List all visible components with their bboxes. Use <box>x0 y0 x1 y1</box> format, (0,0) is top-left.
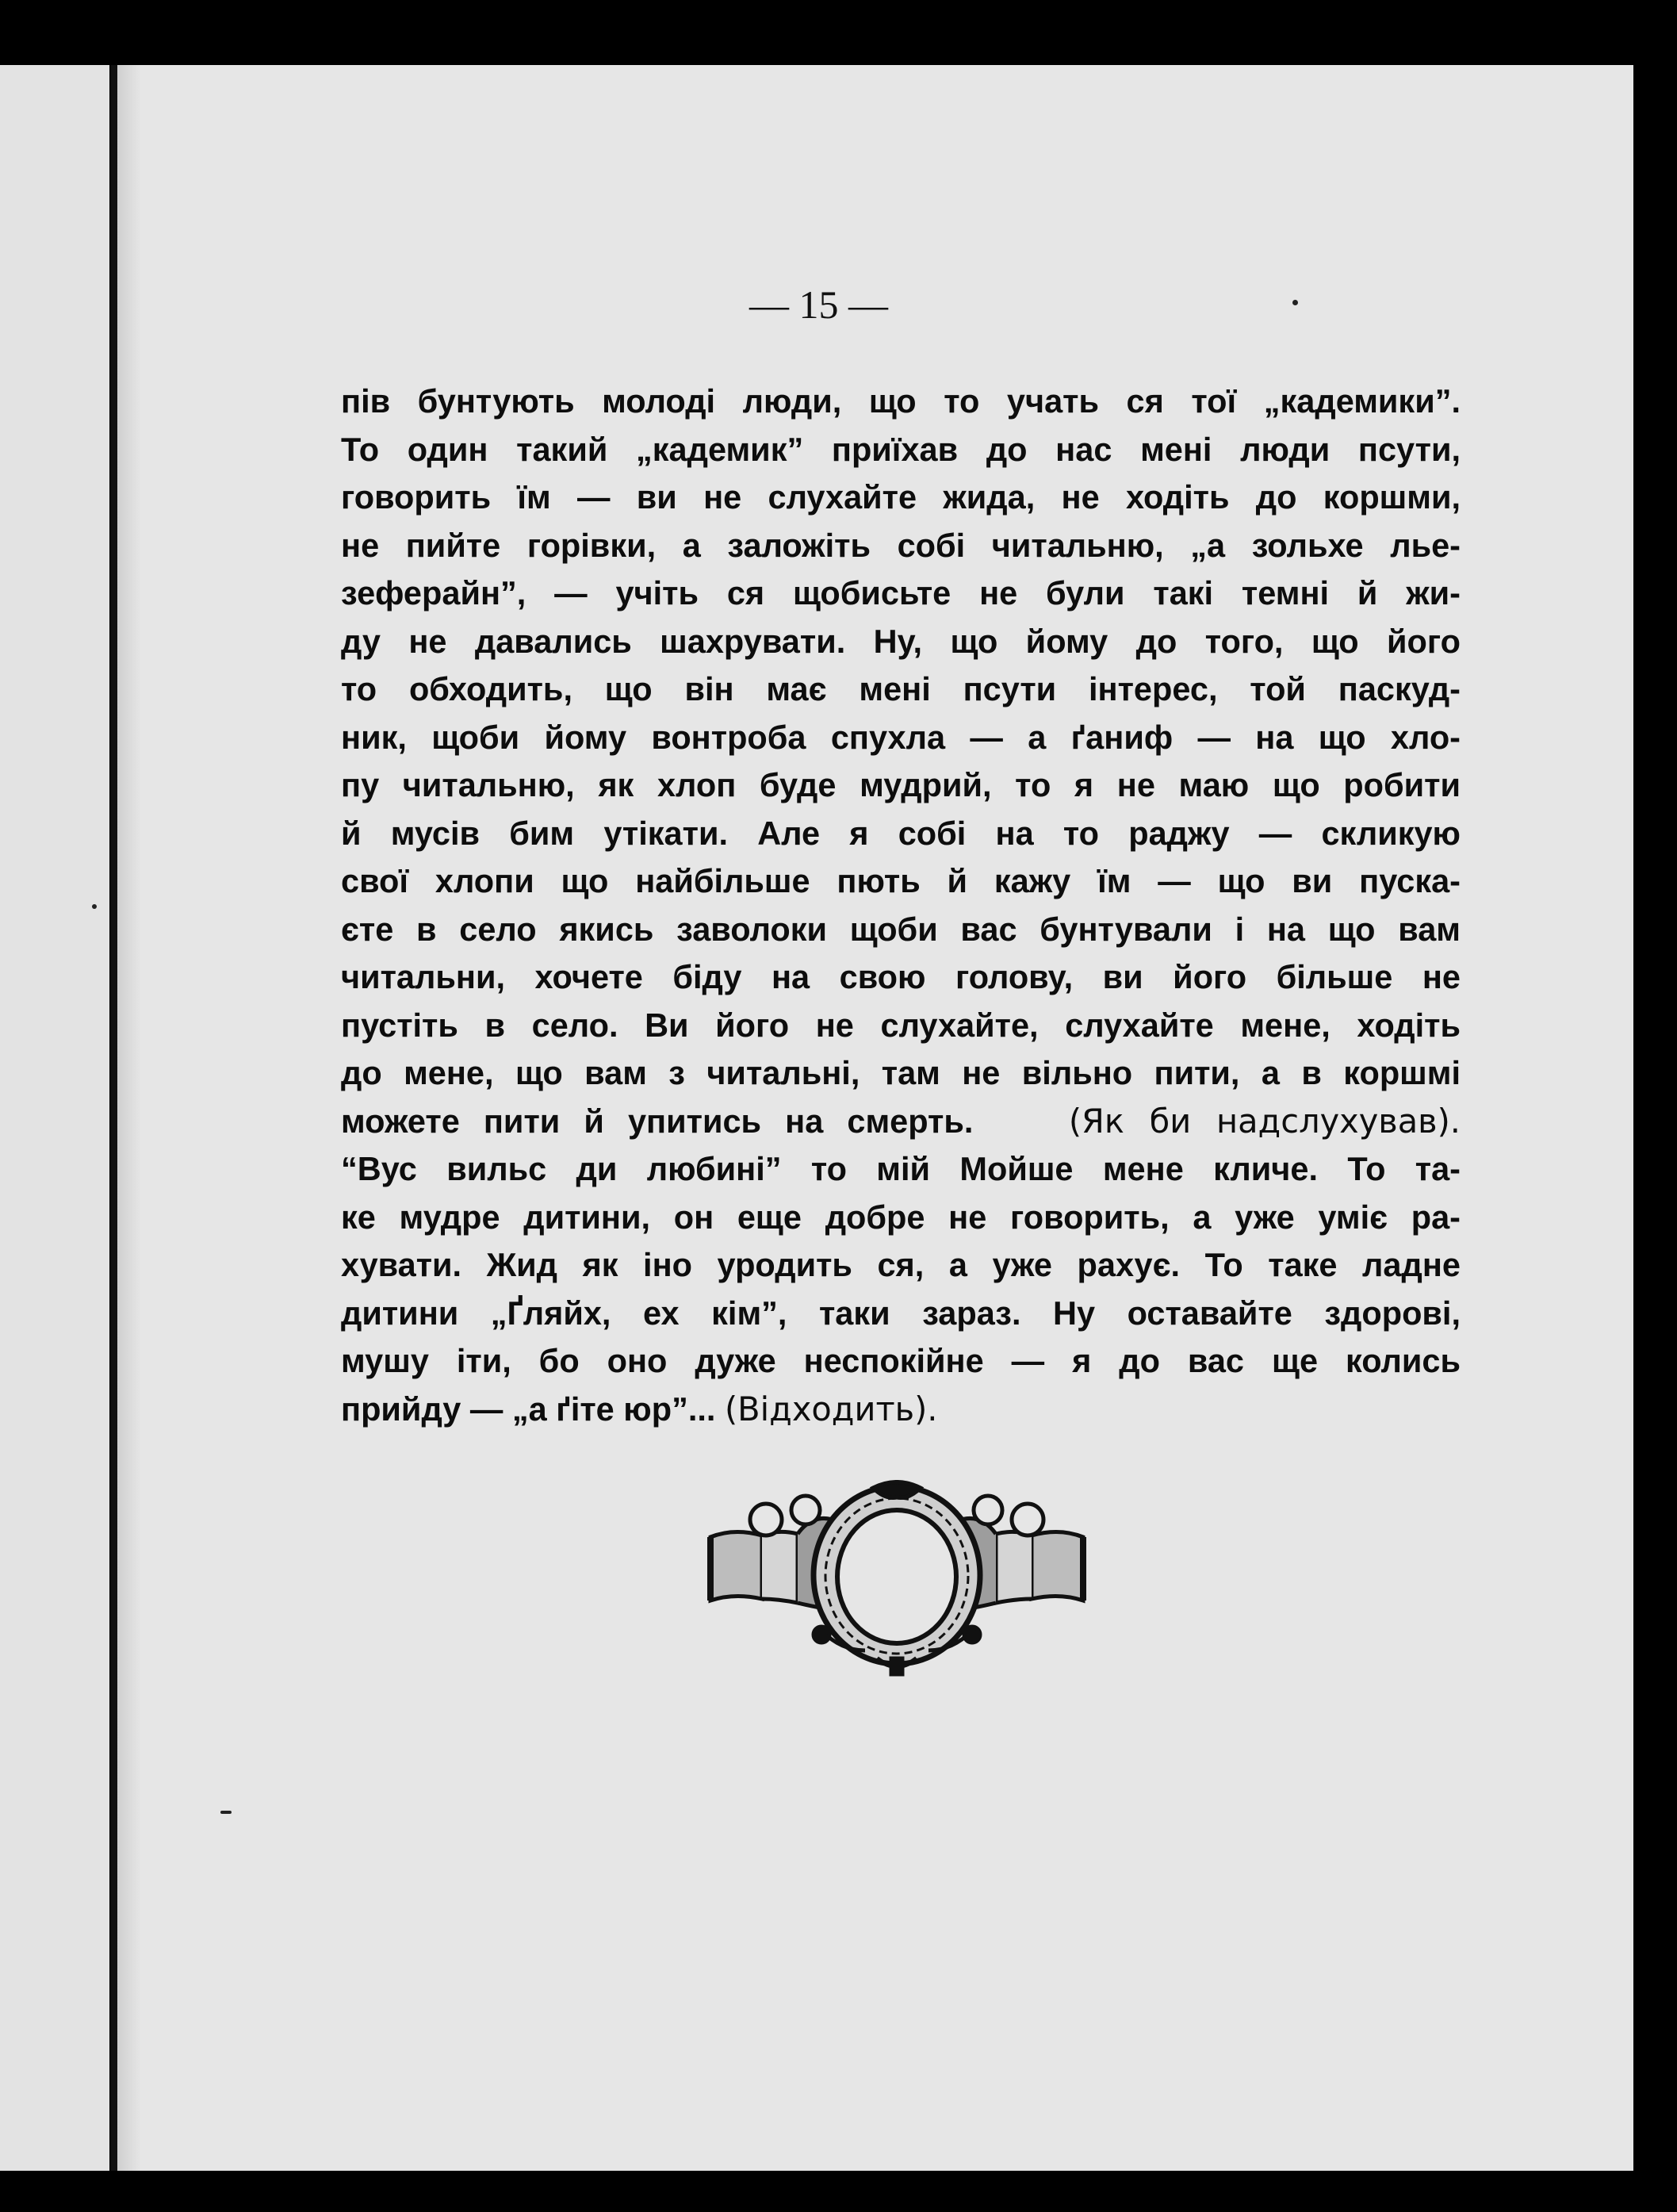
right-scan-border <box>1633 56 1677 2189</box>
text-line-with-stage-direction <box>341 1386 1461 1434</box>
scan-speck <box>1292 300 1298 305</box>
text-line: пу читальню, як хлоп буде мудрий, то я не маю що робити <box>341 766 1461 803</box>
text-line: хувати. Жид як іно уродить ся, а уже рахує. То таке ладне <box>341 1246 1461 1283</box>
scan-speck <box>220 1811 232 1814</box>
decorative-ornament <box>703 1480 1091 1678</box>
text-line: зеферайн”, — учіть ся щобисьте не були такі темні й жи- <box>341 574 1461 611</box>
body-text <box>341 378 1461 1433</box>
stage-direction: (Відходить). <box>724 1389 938 1428</box>
text-line: читальни, хочете біду на свою голову, ви його більше не <box>341 958 1461 995</box>
text-line: то обходить, що він має мені псути інтерес, той паскуд- <box>341 670 1461 707</box>
gutter-shadow <box>117 65 141 2171</box>
stage-direction: (Як би надслухував). <box>1068 1101 1461 1141</box>
text-line: ду не давались шахрувати. Ну, що йому до того, що його <box>341 622 1461 660</box>
left-page-edge <box>0 65 109 2171</box>
text-line: ке мудре дитини, он еще добре не говорить, а уже уміє ра- <box>341 1198 1461 1236</box>
text-line: свої хлопи що найбільше пють й кажу їм — що ви пуска- <box>341 862 1461 899</box>
text-segment: можете пити й упитись на смерть. <box>341 1102 974 1140</box>
text-segment: прийду — „а ґіте юр”... <box>341 1390 716 1428</box>
binding-gutter-line <box>111 65 117 2171</box>
text-line-with-stage-direction <box>341 1098 1461 1146</box>
text-line: дитини „Ґляйх, ех кім”, таки зараз. Ну оставайте здорові, <box>341 1294 1461 1332</box>
text-line: мушу іти, бо оно дуже неспокійне — я до вас ще колись <box>341 1342 1461 1379</box>
text-line: до мене, що вам з читальні, там не вільно пити, а в коршмі <box>341 1054 1461 1091</box>
text-line: єте в село якись заволоки щоби вас бунтували і на що вам <box>341 910 1461 948</box>
text-line: То один такий „кадемик” приїхав до нас мені люди псути, <box>341 430 1461 468</box>
text-line: не пийте горівки, а заложіть собі читальню, „а зольхе лье- <box>341 526 1461 564</box>
scan-speck <box>92 904 97 909</box>
text-line: пів бунтують молоді люди, що то учать ся тої „кадемики”. <box>341 382 1461 420</box>
text-line: “Вус вильс ди любині” то мій Мойше мене кличе. То та- <box>341 1150 1461 1187</box>
text-line: й мусів бим утікати. Але я собі на то раджу — скликую <box>341 814 1461 852</box>
text-line: говорить їм — ви не слухайте жида, не ходіть до коршми, <box>341 478 1461 516</box>
page-number: — 15 — <box>749 282 888 327</box>
text-line: ник, щоби йому вонтроба спухла — а ґаниф — на що хло- <box>341 718 1461 756</box>
text-line: пустіть в село. Ви його не слухайте, слухайте мене, ходіть <box>341 1006 1461 1044</box>
